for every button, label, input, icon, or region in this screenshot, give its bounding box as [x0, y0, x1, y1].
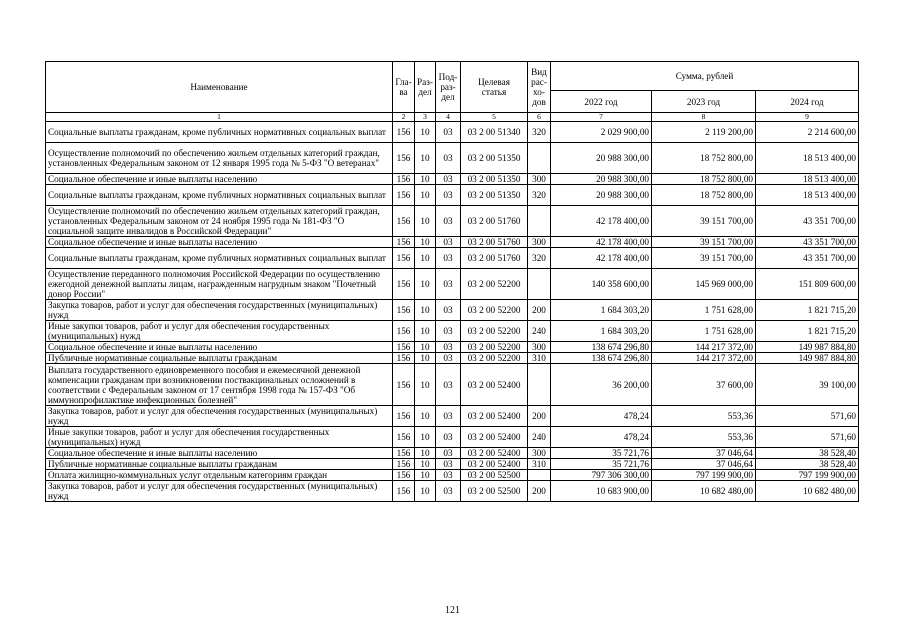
- row-glava: 156: [393, 353, 415, 364]
- row-sum-2024: 18 513 400,00: [756, 143, 859, 174]
- row-sum-2022: 138 674 296,80: [551, 353, 652, 364]
- row-sum-2022: 35 721,76: [551, 448, 652, 459]
- row-glava: 156: [393, 427, 415, 448]
- row-sum-2024: 18 513 400,00: [756, 185, 859, 206]
- row-razdel: 10: [415, 406, 436, 427]
- row-sum-2022: 478,24: [551, 427, 652, 448]
- row-sum-2022: 797 306 300,00: [551, 470, 652, 481]
- row-sum-2023: 39 151 700,00: [652, 237, 756, 248]
- row-glava: 156: [393, 237, 415, 248]
- row-target: 03 2 00 52500: [461, 481, 528, 502]
- row-sum-2022: 140 358 600,00: [551, 269, 652, 300]
- row-sum-2024: 151 809 600,00: [756, 269, 859, 300]
- row-sum-2024: 1 821 715,20: [756, 321, 859, 342]
- row-vid: 310: [528, 459, 551, 470]
- row-sum-2022: 36 200,00: [551, 364, 652, 406]
- row-name: Публичные нормативные социальные выплаты гражданам: [46, 459, 393, 470]
- row-sum-2023: 144 217 372,00: [652, 342, 756, 353]
- row-vid: 300: [528, 174, 551, 185]
- table-row: [46, 248, 859, 269]
- row-razdel: 10: [415, 206, 436, 237]
- row-sum-2023: 145 969 000,00: [652, 269, 756, 300]
- page-number: 121: [445, 605, 460, 616]
- row-target: 03 2 00 51350: [461, 143, 528, 174]
- table-row: [46, 459, 859, 470]
- row-sum-2023: 553,36: [652, 427, 756, 448]
- row-razdel: 10: [415, 459, 436, 470]
- row-razdel: 10: [415, 321, 436, 342]
- row-podrazdel: 03: [436, 174, 461, 185]
- row-razdel: 10: [415, 448, 436, 459]
- row-name: Социальное обеспечение и иные выплаты населению: [46, 448, 393, 459]
- row-vid: 240: [528, 427, 551, 448]
- row-sum-2022: 2 029 900,00: [551, 122, 652, 143]
- row-sum-2022: 1 684 303,20: [551, 321, 652, 342]
- row-target: 03 2 00 51350: [461, 174, 528, 185]
- row-target: 03 2 00 52200: [461, 342, 528, 353]
- header-sum: Сумма, рублей: [551, 62, 859, 91]
- row-podrazdel: 03: [436, 321, 461, 342]
- row-name: Оплата жилищно-коммунальных услуг отдельным категориям граждан: [46, 470, 393, 481]
- header-year-2022: 2022 год: [551, 91, 652, 113]
- col-number: 1: [46, 113, 393, 122]
- row-name: Социальные выплаты гражданам, кроме публичных нормативных социальных выплат: [46, 248, 393, 269]
- row-sum-2022: 478,24: [551, 406, 652, 427]
- row-sum-2023: 797 199 900,00: [652, 470, 756, 481]
- row-name: Осуществление полномочий по обеспечению жильем отдельных категорий граждан, установленных Федеральным законом от 12 января 1995 года № 5-ФЗ "О ветеранах": [46, 143, 393, 174]
- row-name: Социальное обеспечение и иные выплаты населению: [46, 237, 393, 248]
- row-name: Осуществление полномочий по обеспечению жильем отдельных категорий граждан, установленных Федеральным законом от 24 ноября 1995 года № 181-ФЗ "О социальной защите инвалидов в Российской Федерации": [46, 206, 393, 237]
- row-razdel: 10: [415, 364, 436, 406]
- row-sum-2024: 149 987 884,80: [756, 342, 859, 353]
- header-glava: Гла- ва: [393, 62, 415, 113]
- row-sum-2024: 1 821 715,20: [756, 300, 859, 321]
- row-sum-2024: 2 214 600,00: [756, 122, 859, 143]
- row-name: Осуществление переданного полномочия Российской Федерации по осуществлению ежегодной денежной выплаты лицам, награжденным нагрудным знаком "Почетный донор России": [46, 269, 393, 300]
- header-podrazdel: Под- раз- дел: [436, 62, 461, 113]
- header-target: Целевая статья: [461, 62, 528, 113]
- row-podrazdel: 03: [436, 206, 461, 237]
- row-sum-2022: 138 674 296,80: [551, 342, 652, 353]
- row-sum-2022: 42 178 400,00: [551, 206, 652, 237]
- col-number: 5: [461, 113, 528, 122]
- row-vid: 200: [528, 406, 551, 427]
- row-razdel: 10: [415, 269, 436, 300]
- row-podrazdel: 03: [436, 185, 461, 206]
- header-year-2024: 2024 год: [756, 91, 859, 113]
- row-razdel: 10: [415, 185, 436, 206]
- row-sum-2023: 37 046,64: [652, 448, 756, 459]
- row-sum-2023: 37 046,64: [652, 459, 756, 470]
- row-sum-2024: 10 682 480,00: [756, 481, 859, 502]
- row-name: Закупка товаров, работ и услуг для обеспечения государственных (муниципальных) нужд: [46, 300, 393, 321]
- header-vid: Вид рас- хо- дов: [528, 62, 551, 113]
- row-vid: 300: [528, 448, 551, 459]
- row-razdel: 10: [415, 427, 436, 448]
- row-podrazdel: 03: [436, 122, 461, 143]
- row-name: Закупка товаров, работ и услуг для обеспечения государственных (муниципальных) нужд: [46, 481, 393, 502]
- row-sum-2022: 42 178 400,00: [551, 248, 652, 269]
- row-sum-2023: 37 600,00: [652, 364, 756, 406]
- table-row: [46, 143, 859, 174]
- row-podrazdel: 03: [436, 269, 461, 300]
- table-row: [46, 122, 859, 143]
- row-sum-2023: 39 151 700,00: [652, 248, 756, 269]
- row-glava: 156: [393, 448, 415, 459]
- row-podrazdel: 03: [436, 481, 461, 502]
- row-sum-2024: 38 528,40: [756, 448, 859, 459]
- row-vid: 320: [528, 185, 551, 206]
- table-row: [46, 470, 859, 481]
- col-number: 2: [393, 113, 415, 122]
- row-name: Иные закупки товаров, работ и услуг для обеспечения государственных (муниципальных) нужд: [46, 427, 393, 448]
- row-podrazdel: 03: [436, 448, 461, 459]
- row-razdel: 10: [415, 237, 436, 248]
- row-sum-2023: 18 752 800,00: [652, 185, 756, 206]
- row-glava: 156: [393, 248, 415, 269]
- row-name: Иные закупки товаров, работ и услуг для обеспечения государственных (муниципальных) нужд: [46, 321, 393, 342]
- row-target: 03 2 00 52200: [461, 353, 528, 364]
- row-vid: [528, 364, 551, 406]
- col-number: 8: [652, 113, 756, 122]
- row-razdel: 10: [415, 300, 436, 321]
- row-razdel: 10: [415, 143, 436, 174]
- row-name: Социальные выплаты гражданам, кроме публичных нормативных социальных выплат: [46, 122, 393, 143]
- row-vid: 320: [528, 122, 551, 143]
- col-number: 4: [436, 113, 461, 122]
- row-target: 03 2 00 51760: [461, 237, 528, 248]
- row-razdel: 10: [415, 248, 436, 269]
- row-vid: 310: [528, 353, 551, 364]
- row-glava: 156: [393, 459, 415, 470]
- row-glava: 156: [393, 185, 415, 206]
- row-podrazdel: 03: [436, 459, 461, 470]
- row-name: Публичные нормативные социальные выплаты гражданам: [46, 353, 393, 364]
- row-name: Социальные выплаты гражданам, кроме публичных нормативных социальных выплат: [46, 185, 393, 206]
- row-sum-2024: 43 351 700,00: [756, 237, 859, 248]
- table-row: [46, 364, 859, 406]
- row-razdel: 10: [415, 470, 436, 481]
- row-glava: 156: [393, 122, 415, 143]
- row-sum-2024: 797 199 900,00: [756, 470, 859, 481]
- row-glava: 156: [393, 470, 415, 481]
- row-name: Закупка товаров, работ и услуг для обеспечения государственных (муниципальных) нужд: [46, 406, 393, 427]
- row-glava: 156: [393, 406, 415, 427]
- row-vid: 320: [528, 248, 551, 269]
- row-sum-2023: 553,36: [652, 406, 756, 427]
- table-row: [46, 174, 859, 185]
- budget-table: [45, 61, 859, 502]
- row-name: Социальное обеспечение и иные выплаты населению: [46, 342, 393, 353]
- row-target: 03 2 00 52200: [461, 300, 528, 321]
- row-target: 03 2 00 52400: [461, 406, 528, 427]
- table-row: [46, 353, 859, 364]
- row-sum-2023: 10 682 480,00: [652, 481, 756, 502]
- row-sum-2022: 10 683 900,00: [551, 481, 652, 502]
- header-razdel: Раз- дел: [415, 62, 436, 113]
- row-sum-2022: 20 988 300,00: [551, 185, 652, 206]
- row-sum-2022: 35 721,76: [551, 459, 652, 470]
- table-row: [46, 342, 859, 353]
- row-podrazdel: 03: [436, 353, 461, 364]
- row-vid: 240: [528, 321, 551, 342]
- row-glava: 156: [393, 364, 415, 406]
- row-glava: 156: [393, 143, 415, 174]
- row-podrazdel: 03: [436, 427, 461, 448]
- row-razdel: 10: [415, 353, 436, 364]
- row-target: 03 2 00 52400: [461, 427, 528, 448]
- table-row: [46, 185, 859, 206]
- row-sum-2024: 571,60: [756, 406, 859, 427]
- table-row: [46, 481, 859, 502]
- row-podrazdel: 03: [436, 248, 461, 269]
- row-sum-2024: 43 351 700,00: [756, 206, 859, 237]
- header-name: Наименование: [46, 62, 393, 113]
- row-target: 03 2 00 51340: [461, 122, 528, 143]
- row-sum-2023: 18 752 800,00: [652, 143, 756, 174]
- table-row: [46, 237, 859, 248]
- row-glava: 156: [393, 321, 415, 342]
- row-podrazdel: 03: [436, 237, 461, 248]
- row-razdel: 10: [415, 174, 436, 185]
- row-sum-2022: 42 178 400,00: [551, 237, 652, 248]
- row-sum-2022: 1 684 303,20: [551, 300, 652, 321]
- row-razdel: 10: [415, 122, 436, 143]
- row-target: 03 2 00 52200: [461, 269, 528, 300]
- row-sum-2023: 39 151 700,00: [652, 206, 756, 237]
- row-sum-2024: 18 513 400,00: [756, 174, 859, 185]
- row-podrazdel: 03: [436, 143, 461, 174]
- row-glava: 156: [393, 269, 415, 300]
- row-sum-2023: 18 752 800,00: [652, 174, 756, 185]
- row-target: 03 2 00 51760: [461, 248, 528, 269]
- header-year-2023: 2023 год: [652, 91, 756, 113]
- col-number: 3: [415, 113, 436, 122]
- col-number: 9: [756, 113, 859, 122]
- row-glava: 156: [393, 206, 415, 237]
- table-row: [46, 448, 859, 459]
- row-glava: 156: [393, 300, 415, 321]
- row-name: Социальное обеспечение и иные выплаты населению: [46, 174, 393, 185]
- row-sum-2024: 149 987 884,80: [756, 353, 859, 364]
- row-vid: 300: [528, 342, 551, 353]
- row-sum-2022: 20 988 300,00: [551, 143, 652, 174]
- table-row: [46, 427, 859, 448]
- row-podrazdel: 03: [436, 470, 461, 481]
- table-row: [46, 321, 859, 342]
- row-sum-2023: 2 119 200,00: [652, 122, 756, 143]
- row-target: 03 2 00 52400: [461, 459, 528, 470]
- row-target: 03 2 00 51760: [461, 206, 528, 237]
- row-podrazdel: 03: [436, 342, 461, 353]
- table-row: [46, 206, 859, 237]
- row-vid: 300: [528, 237, 551, 248]
- row-glava: 156: [393, 481, 415, 502]
- column-number-row: [46, 113, 859, 122]
- row-sum-2023: 1 751 628,00: [652, 300, 756, 321]
- row-sum-2024: 43 351 700,00: [756, 248, 859, 269]
- row-sum-2022: 20 988 300,00: [551, 174, 652, 185]
- row-vid: [528, 470, 551, 481]
- row-target: 03 2 00 52400: [461, 364, 528, 406]
- row-podrazdel: 03: [436, 364, 461, 406]
- row-sum-2024: 38 528,40: [756, 459, 859, 470]
- col-number: 6: [528, 113, 551, 122]
- row-glava: 156: [393, 342, 415, 353]
- col-number: 7: [551, 113, 652, 122]
- row-target: 03 2 00 51350: [461, 185, 528, 206]
- table-row: [46, 300, 859, 321]
- row-target: 03 2 00 52400: [461, 448, 528, 459]
- table-row: [46, 406, 859, 427]
- row-target: 03 2 00 52500: [461, 470, 528, 481]
- row-podrazdel: 03: [436, 406, 461, 427]
- row-vid: 200: [528, 300, 551, 321]
- row-sum-2024: 571,60: [756, 427, 859, 448]
- row-razdel: 10: [415, 342, 436, 353]
- row-vid: 200: [528, 481, 551, 502]
- row-vid: [528, 143, 551, 174]
- row-sum-2023: 1 751 628,00: [652, 321, 756, 342]
- row-glava: 156: [393, 174, 415, 185]
- row-name: Выплата государственного единовременного пособия и ежемесячной денежной компенсации гражданам при возникновении поствакцинальных осложнений в соответствии с Федеральным законом от 17 сентября 1998 года № 157-ФЗ "Об иммунопрофилактике инфекционных болезней": [46, 364, 393, 406]
- row-podrazdel: 03: [436, 300, 461, 321]
- row-sum-2024: 39 100,00: [756, 364, 859, 406]
- table-row: [46, 269, 859, 300]
- row-razdel: 10: [415, 481, 436, 502]
- row-target: 03 2 00 52200: [461, 321, 528, 342]
- row-vid: [528, 269, 551, 300]
- row-sum-2023: 144 217 372,00: [652, 353, 756, 364]
- row-vid: [528, 206, 551, 237]
